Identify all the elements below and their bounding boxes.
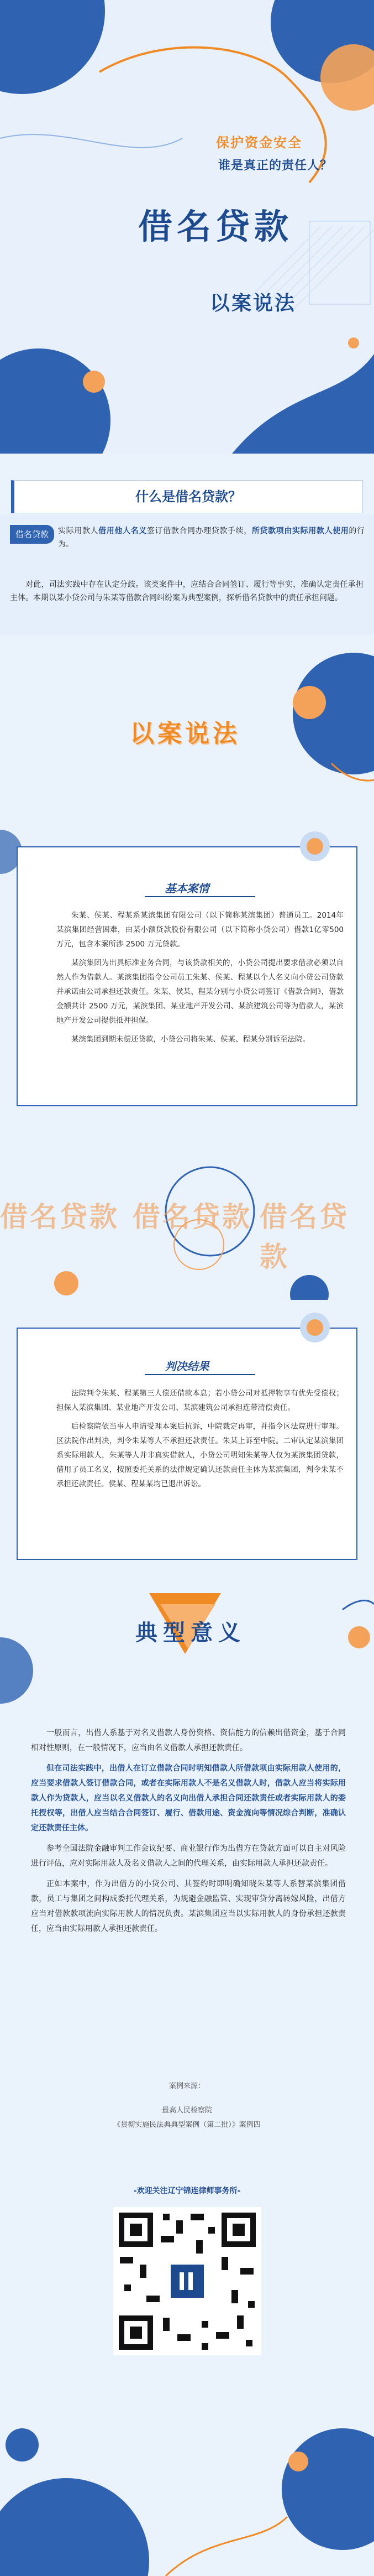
definition-tag: 借名贷款	[10, 525, 54, 544]
judgment-card-heading: 判决结果	[165, 1360, 209, 1373]
divider	[145, 1374, 255, 1375]
significance-decoration	[0, 1571, 374, 1726]
qr-code-image	[113, 2207, 261, 2355]
footer-decoration	[0, 2379, 374, 2576]
watermark-text: 借名贷款	[133, 1201, 252, 1233]
watermark-text: 借名贷款	[260, 1201, 349, 1273]
section-title-significance: 典型意义	[135, 1620, 246, 1646]
card-dot-decoration	[298, 1311, 331, 1344]
source-book: 《贯彻实施民法典典型案例（第二批）》案例四	[113, 2121, 261, 2129]
significance-paragraph: 一般而言，出借人系基于对名义借款人身份资格、资信能力的信赖出借资金，基于合同相对性原则，在一般情况下，应当由名义借款人承担还款责任。	[31, 1729, 346, 1752]
qr-caption: -欢迎关注辽宁锦连律师事务所-	[133, 2187, 241, 2195]
significance-paragraph: 正如本案中，作为出借方的小贷公司、其签约时即明确知晓朱某等人系替某滨集团借款，员工与集团之间构成委托代理关系，为规避金融监管、实现审贷分离转嫁风险，出借方应当对借款款项流向实际用款人的情况负责。某滨集团应当以实际用款人的身份承担还款责任，应当由实际用款人承担还款责任。	[31, 1880, 346, 1933]
judgment-paragraph: 法院判令朱某、程某第三人偿还借款本息；若小贷公司对抵押物享有优先受偿权；担保人某滨集团、某业地产开发公司、某滨建筑公司承担连带清偿责任。	[56, 1389, 344, 1412]
judgment-card	[17, 1328, 357, 1560]
source-org: 最高人民检察院	[161, 2106, 212, 2115]
definition-text: 实际用款人借用他人名义签订借款合同办理贷款手续，所贷款项由实际用款人使用的行为。	[58, 527, 365, 549]
case-card-body	[56, 908, 344, 1051]
page-subtitle: 以案说法	[210, 292, 297, 315]
qr-code[interactable]	[113, 2207, 261, 2355]
case-paragraph: 某滨集团到期未偿还贷款，小贷公司将朱某、侯某、程某分别诉至法院。	[71, 1035, 310, 1044]
question-banner	[11, 480, 363, 513]
intro-paragraph: 对此，司法实践中存在认定分歧。该类案件中，应结合合同签订、履行等事实，准确认定责任承担主体。本期以某小贷公司与朱某等借款合同纠纷案为典型案例，探析借名贷款中的责任承担问题。	[10, 580, 364, 602]
source-label: 案例来源：	[168, 2082, 205, 2090]
section-title-case: 以案说法	[130, 720, 240, 748]
question-text: 什么是借名贷款？	[135, 489, 241, 504]
judgment-paragraph: 后检察院依当事人申请受理本案后抗诉，中院裁定再审，并指令区法院进行审理。区法院作出判决，判令朱某等人不承担还款责任。朱某上诉至中院。二审认定某滨集团系实际用款人，朱某等人并非真实借款人，小贷公司明知朱某等人仅为某滨集团贷款，借用了员工名义，按照委托关系的法律规定确认还款责任主体为某滨集团，判令朱某不承担还款责任。侯某、程某某均已退出诉讼。	[56, 1422, 344, 1489]
slogan-primary: 保护资金安全	[216, 135, 302, 150]
judgment-card-body	[56, 1386, 344, 1496]
card-dot-decoration	[298, 830, 331, 863]
page-title: 借名贷款	[138, 206, 293, 247]
significance-paragraph: 参考全国法院金融审判工作会议纪要、商业银行作为出借方在贷款方面可以自主对风险进行评估，应对实际用款人及名义借款人之间的代理关系，由实际用款人承担还款责任。	[31, 1844, 346, 1868]
watermark-text: 借名贷款	[0, 1201, 119, 1233]
case-paragraph: 某滨集团为出具标准业务合同，与该贷款相关的，小贷公司提出要求借款必须以自然人作为借款人。某滨集团指令公司员工朱某、侯某、程某以个人名义向小贷公司贷款并承诺由公司承担还款责任。朱某、侯某、程某分别与小贷公司签订《借款合同》，借款金额共计 2500 万元，某滨集团、某业地产开发公司、某滨建筑公司等为借款人，某滨地产开发公司提供抵押担保。	[56, 959, 344, 1025]
case-card	[17, 846, 357, 1106]
case-paragraph: 朱某、侯某、程某系某滨集团有限公司（以下简称某滨集团）普通员工。2014年某滨集团经营困难，由某小额贷款股份有限公司（以下简称小贷公司）借款1亿零500万元，包含本案所涉 2500 万元贷款。	[56, 911, 344, 949]
slogan-secondary: 谁是真正的责任人？	[218, 159, 333, 173]
significance-paragraph: 但在司法实践中，出借人在订立借款合同时明知借款人所借款项由实际用款人使用的，应当要求借款人签订借款合同，或者在实际用款人不是名义借款人时，借款人应当将实际用款人作为贷款人，应当以名义借款人的名义向出借人承担合同还款责任或者实际用款人的委托授权等，出借人应当结合合同签订、履行、借款用途、资金流向等情况综合判断，准确认定还款责任主体。	[31, 1764, 346, 1833]
significance-body	[31, 1726, 346, 1942]
case-card-heading: 基本案情	[165, 882, 209, 895]
hero-banner	[0, 0, 374, 454]
divider	[145, 896, 255, 897]
